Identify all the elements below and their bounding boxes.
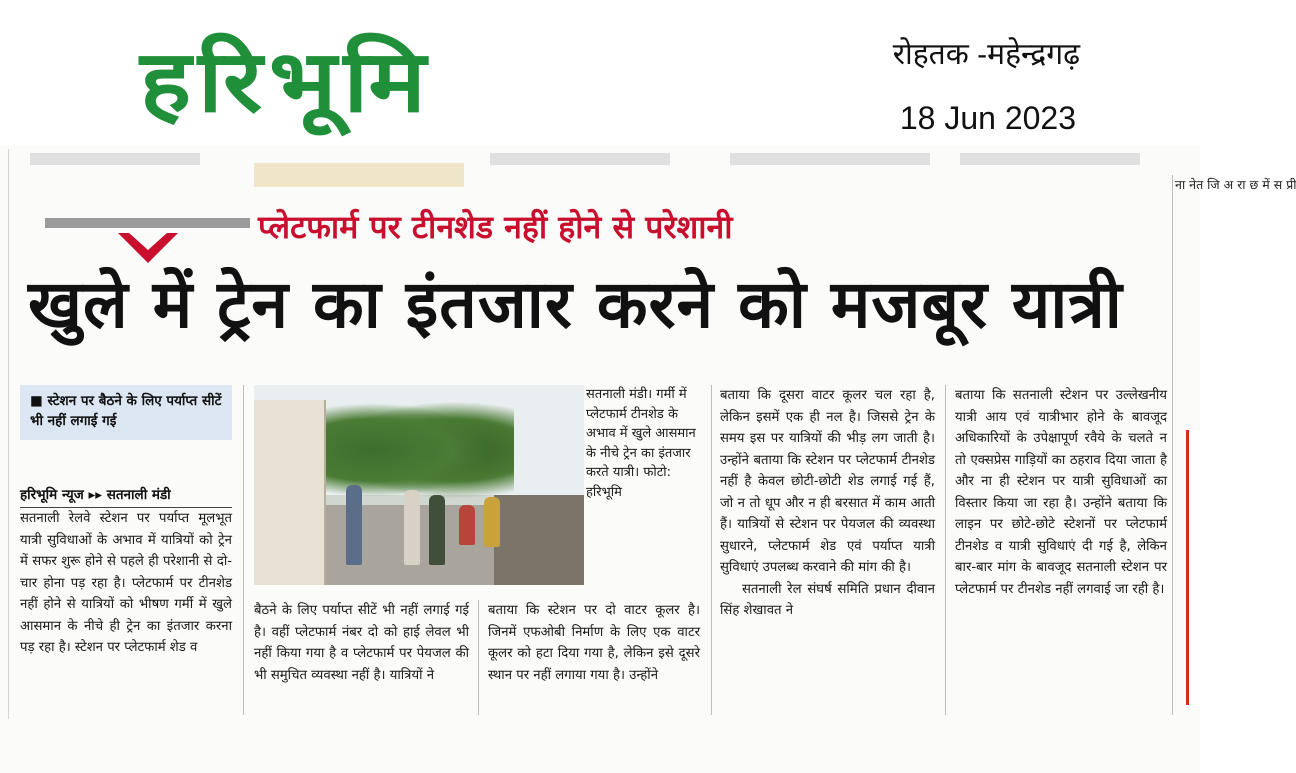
article-column-5 [955,385,1167,600]
column-divider [243,385,244,715]
publication-date: 18 Jun 2023 [899,100,1076,136]
cutoff-box [254,163,464,187]
article-byline: हरिभूमि न्यूज ▸▸ सतनाली मंडी [20,487,171,503]
photo-station-building [254,400,326,585]
photo-person [459,505,475,545]
article-column-3 [488,600,700,686]
column-divider [478,600,479,715]
cutoff-text-line [490,153,670,165]
paragraph: सतनाली रेल संघर्ष समिति प्रधान दीवान सिंह शेखावत ने [720,581,935,618]
adjacent-article-snippet: ना नेत जि अ रा छ में स प्री [1175,177,1296,192]
cutoff-text-line [730,153,930,165]
paragraph: बताया कि दूसरा वाटर कूलर चल रहा है, लेकिन इसमें एक ही नल है। जिससे ट्रेन के समय इस पर यात्रियों की भीड़ लग जाती है। उन्होंने बताया कि स्टेशन पर प्लेटफार्म टीनशेड नहीं है केवल छोटी-छोटी शेड लगाई गई हैं, जो न तो धूप और न ही बरसात में काम आती हैं। यात्रियों से स्टेशन पर पेयजल की व्यवस्था सुधारने, प्लेटफार्म शेड एवं पर्याप्त यात्री सुविधाएं उपलब्ध करवाने की मांग की है। [720,388,935,575]
photo-trees [314,395,514,505]
article-kicker: प्लेटफार्म पर टीनशेड नहीं होने से परेशानी [258,208,733,246]
paragraph: बैठने के लिए पर्याप्त सीटें भी नहीं लगाई गई है। वहीं प्लेटफार्म नंबर दो को हाई लेवल भी नहीं किया गया है व प्लेटफार्म पर पेयजल की भी समुचित व्यवस्था नहीं है। यात्रियों ने [254,603,469,683]
adjacent-ad-edge [1186,430,1203,705]
paragraph: बताया कि स्टेशन पर दो वाटर कूलर है। जिनमें एफओबी निर्माण के लिए एक वाटर कूलर को हटा दिया गया है, लेकिन इसे दूसरे स्थान पर नहीं लगाया गया है। उन्होंने [488,603,700,683]
cutoff-text-line [30,153,200,165]
photo-person [404,490,420,565]
edition-name: रोहतक -महेन्द्रगढ़ [892,38,1080,71]
subhead-text: ■ स्टेशन पर बैठने के लिए पर्याप्त सीटें भी नहीं लगाई गई [30,393,222,429]
kicker-bar [45,218,250,228]
news-clipping [0,145,1296,773]
photo-track [494,495,584,585]
chevron-inner [128,232,168,250]
column-divider [945,385,946,715]
article-column-1 [20,508,232,659]
article-photo [254,385,584,585]
newspaper-header [0,0,1200,140]
article-column-2 [254,600,469,686]
photo-person [484,497,500,547]
paragraph: सतनाली रेलवे स्टेशन पर पर्याप्त मूलभूत यात्री सुविधाओं के अभाव में यात्रियों को ट्रेन में सफर शुरू होने से पहले ही परेशानी से दो-चार होना पड़ रहा है। प्लेटफार्म पर टीनशेड नहीं होने से यात्रियों को भीषण गर्मी में खुले आसमान के नीचे ही ट्रेन का इंतजार करना पड़ रहा है। स्टेशन पर प्लेटफार्म शेड व [20,511,232,655]
column-divider [711,385,712,715]
cutoff-text-line [960,153,1140,165]
photo-person [429,495,445,565]
paragraph: बताया कि सतनाली स्टेशन पर उल्लेखनीय यात्री आय एवं यात्रीभार होने के बावजूद अधिकारियों के उपेक्षापूर्ण रवैये के चलते न तो एक्सप्रेस गाड़ियों का ठहराव दिया जाता है और ना ही स्टेशन पर यात्री सुविधाओं का विस्तार किया जा रहा है। उन्होंने बताया कि लाइन पर छोटे-छोटे स्टेशनों पर प्लेटफार्म टीनशेड व यात्री सुविधाएं दी गई है, लेकिन बार-बार मांग के बावजूद सतनाली स्टेशन पर प्लेटफार्म पर टीनशेड नहीं लगवाई जा रही है। [955,388,1167,597]
subhead-box [20,385,232,440]
photo-caption: सतनाली मंडी। गर्मी में प्लेटफार्म टीनशेड के अभाव में खुले आसमान के नीचे ट्रेन का इंतजार करते यात्री। फोटो: हरिभूमि [586,387,696,500]
photo-person [346,485,362,565]
column-divider [1172,175,1173,715]
article-column-4 [720,385,935,622]
masthead-logo: हरिभूमि [140,32,433,132]
article-headline: खुले में ट्रेन का इंतजार करने को मजबूर यात्री [28,266,1123,343]
